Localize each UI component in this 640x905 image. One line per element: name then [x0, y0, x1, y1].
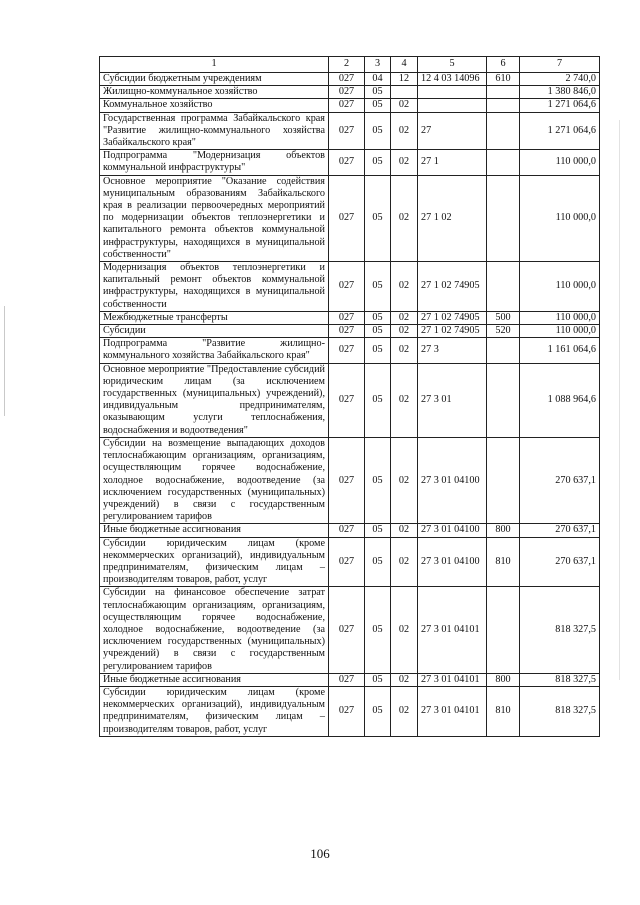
row-csr: 27 3 01 04101 — [418, 673, 487, 686]
row-vr — [487, 262, 520, 312]
row-sum: 110 000,0 — [520, 311, 600, 324]
row-sum: 1 271 064,6 — [520, 99, 600, 112]
row-pr: 02 — [391, 673, 418, 686]
row-pr: 02 — [391, 524, 418, 537]
row-sum: 818 327,5 — [520, 587, 600, 673]
table-row — [100, 262, 600, 312]
header-col-6: 6 — [487, 57, 520, 73]
row-sum: 110 000,0 — [520, 150, 600, 175]
row-pr: 02 — [391, 537, 418, 587]
row-sum: 270 637,1 — [520, 537, 600, 587]
row-ved: 027 — [329, 175, 365, 261]
row-pr: 02 — [391, 437, 418, 523]
row-vr: 800 — [487, 673, 520, 686]
table-row — [100, 175, 600, 261]
table-row — [100, 73, 600, 86]
table-row — [100, 99, 600, 112]
row-csr: 27 3 01 04100 — [418, 524, 487, 537]
row-name: Субсидии юридическим лицам (кроме некоммерческих организаций), индивидуальным предпринимателям, физическим лицам – производителям товаров, работ, услуг — [100, 537, 329, 587]
row-ved: 027 — [329, 150, 365, 175]
scan-artifact-left — [4, 306, 5, 416]
table-header-row — [100, 57, 600, 73]
row-name: Основное мероприятие "Оказание содействия муниципальным образованиям Забайкальского края в реализации первоочередных мероприятий по модернизации объектов теплоэнергетики и капитального ремонта объектов коммунальной инфраструктуры, находящихся в муниципальной собственности" — [100, 175, 329, 261]
header-col-5: 5 — [418, 57, 487, 73]
row-pr: 02 — [391, 311, 418, 324]
row-name: Иные бюджетные ассигнования — [100, 524, 329, 537]
row-vr — [487, 437, 520, 523]
header-col-3: 3 — [365, 57, 391, 73]
table-row — [100, 437, 600, 523]
table-row — [100, 537, 600, 587]
row-rz: 05 — [365, 537, 391, 587]
row-rz: 05 — [365, 99, 391, 112]
row-sum: 1 271 064,6 — [520, 112, 600, 150]
row-csr: 27 1 02 74905 — [418, 325, 487, 338]
table-row — [100, 686, 600, 736]
row-csr: 27 1 — [418, 150, 487, 175]
row-pr — [391, 86, 418, 99]
row-ved: 027 — [329, 99, 365, 112]
row-rz: 05 — [365, 437, 391, 523]
row-pr: 02 — [391, 338, 418, 363]
row-name: Межбюджетные трансферты — [100, 311, 329, 324]
budget-table — [99, 56, 600, 737]
row-csr — [418, 86, 487, 99]
row-name: Субсидии юридическим лицам (кроме некоммерческих организаций), индивидуальным предпринимателям, физическим лицам – производителям товаров, работ, услуг — [100, 686, 329, 736]
row-pr: 02 — [391, 325, 418, 338]
table-row — [100, 325, 600, 338]
row-name: Субсидии на финансовое обеспечение затрат теплоснабжающим организациям, организациям, осуществляющим горячее водоснабжение, холодное водоснабжение, водоотведение (за исключением государственных (муниципальных) учреждений) в связи с государственным регулированием тарифов — [100, 587, 329, 673]
row-ved: 027 — [329, 73, 365, 86]
row-pr: 02 — [391, 587, 418, 673]
row-sum: 818 327,5 — [520, 686, 600, 736]
row-ved: 027 — [329, 673, 365, 686]
table-row — [100, 524, 600, 537]
row-pr: 02 — [391, 686, 418, 736]
row-rz: 05 — [365, 175, 391, 261]
row-name: Основное мероприятие "Предоставление субсидий юридическим лицам (за исключением государственных (муниципальных) учреждений), индивидуальным предпринимателям, оказывающим услуги теплоснабжения, водоснабжения и водоотведения" — [100, 363, 329, 437]
row-pr: 02 — [391, 99, 418, 112]
row-name: Жилищно-коммунальное хозяйство — [100, 86, 329, 99]
header-col-4: 4 — [391, 57, 418, 73]
table-row — [100, 587, 600, 673]
row-vr: 810 — [487, 537, 520, 587]
row-name: Подпрограмма "Развитие жилищно-коммунального хозяйства Забайкальского края" — [100, 338, 329, 363]
row-sum: 1 088 964,6 — [520, 363, 600, 437]
table-row — [100, 363, 600, 437]
row-rz: 05 — [365, 524, 391, 537]
scan-artifact-right — [619, 120, 620, 680]
row-name: Государственная программа Забайкальского края "Развитие жилищно-коммунального хозяйства Забайкальского края" — [100, 112, 329, 150]
row-pr: 02 — [391, 150, 418, 175]
row-rz: 05 — [365, 363, 391, 437]
row-name: Подпрограмма "Модернизация объектов коммунальной инфраструктуры" — [100, 150, 329, 175]
row-csr: 27 1 02 74905 — [418, 311, 487, 324]
row-pr: 12 — [391, 73, 418, 86]
table-row — [100, 338, 600, 363]
table-row — [100, 673, 600, 686]
row-csr: 27 3 01 04101 — [418, 686, 487, 736]
row-vr — [487, 338, 520, 363]
row-ved: 027 — [329, 325, 365, 338]
row-rz: 05 — [365, 112, 391, 150]
row-csr: 12 4 03 14096 — [418, 73, 487, 86]
row-sum: 2 740,0 — [520, 73, 600, 86]
row-sum: 1 161 064,6 — [520, 338, 600, 363]
row-sum: 818 327,5 — [520, 673, 600, 686]
row-ved: 027 — [329, 311, 365, 324]
row-vr — [487, 175, 520, 261]
row-pr: 02 — [391, 112, 418, 150]
row-rz: 04 — [365, 73, 391, 86]
row-ved: 027 — [329, 262, 365, 312]
row-pr: 02 — [391, 175, 418, 261]
row-sum: 1 380 846,0 — [520, 86, 600, 99]
row-vr: 610 — [487, 73, 520, 86]
row-name: Субсидии бюджетным учреждениям — [100, 73, 329, 86]
row-sum: 110 000,0 — [520, 175, 600, 261]
header-col-2: 2 — [329, 57, 365, 73]
row-rz: 05 — [365, 262, 391, 312]
row-csr: 27 3 01 04101 — [418, 587, 487, 673]
row-csr — [418, 99, 487, 112]
row-pr: 02 — [391, 262, 418, 312]
row-csr: 27 3 01 04100 — [418, 537, 487, 587]
row-rz: 05 — [365, 311, 391, 324]
row-vr: 810 — [487, 686, 520, 736]
row-rz: 05 — [365, 150, 391, 175]
row-vr — [487, 99, 520, 112]
row-ved: 027 — [329, 686, 365, 736]
row-sum: 110 000,0 — [520, 325, 600, 338]
row-rz: 05 — [365, 686, 391, 736]
row-vr: 500 — [487, 311, 520, 324]
row-ved: 027 — [329, 437, 365, 523]
row-name: Модернизация объектов теплоэнергетики и капитальный ремонт объектов коммунальной инфраструктуры, находящихся в муниципальной собственности — [100, 262, 329, 312]
page-number: 106 — [310, 846, 330, 861]
row-ved: 027 — [329, 338, 365, 363]
row-rz: 05 — [365, 86, 391, 99]
table-row — [100, 86, 600, 99]
row-rz: 05 — [365, 338, 391, 363]
row-csr: 27 1 02 — [418, 175, 487, 261]
row-name: Субсидии — [100, 325, 329, 338]
row-rz: 05 — [365, 587, 391, 673]
row-vr — [487, 112, 520, 150]
row-vr — [487, 587, 520, 673]
row-ved: 027 — [329, 112, 365, 150]
row-csr: 27 3 — [418, 338, 487, 363]
row-rz: 05 — [365, 325, 391, 338]
header-col-1: 1 — [100, 57, 329, 73]
row-sum: 270 637,1 — [520, 437, 600, 523]
table-row — [100, 311, 600, 324]
row-sum: 110 000,0 — [520, 262, 600, 312]
row-vr: 800 — [487, 524, 520, 537]
header-col-7: 7 — [520, 57, 600, 73]
row-csr: 27 — [418, 112, 487, 150]
row-ved: 027 — [329, 537, 365, 587]
row-ved: 027 — [329, 524, 365, 537]
row-csr: 27 3 01 — [418, 363, 487, 437]
row-vr — [487, 363, 520, 437]
row-name: Субсидии на возмещение выпадающих доходов теплоснабжающим организациям, организациям, осуществляющим горячее водоснабжение, холодное водоснабжение, водоотведение (за исключением государственных (муниципальных) учреждений) в связи с государственным регулированием тарифов — [100, 437, 329, 523]
row-csr: 27 1 02 74905 — [418, 262, 487, 312]
row-vr: 520 — [487, 325, 520, 338]
table-row — [100, 112, 600, 150]
row-pr: 02 — [391, 363, 418, 437]
row-name: Иные бюджетные ассигнования — [100, 673, 329, 686]
row-vr — [487, 150, 520, 175]
row-rz: 05 — [365, 673, 391, 686]
row-name: Коммунальное хозяйство — [100, 99, 329, 112]
row-vr — [487, 86, 520, 99]
row-ved: 027 — [329, 363, 365, 437]
table-row — [100, 150, 600, 175]
row-csr: 27 3 01 04100 — [418, 437, 487, 523]
row-ved: 027 — [329, 86, 365, 99]
row-sum: 270 637,1 — [520, 524, 600, 537]
row-ved: 027 — [329, 587, 365, 673]
